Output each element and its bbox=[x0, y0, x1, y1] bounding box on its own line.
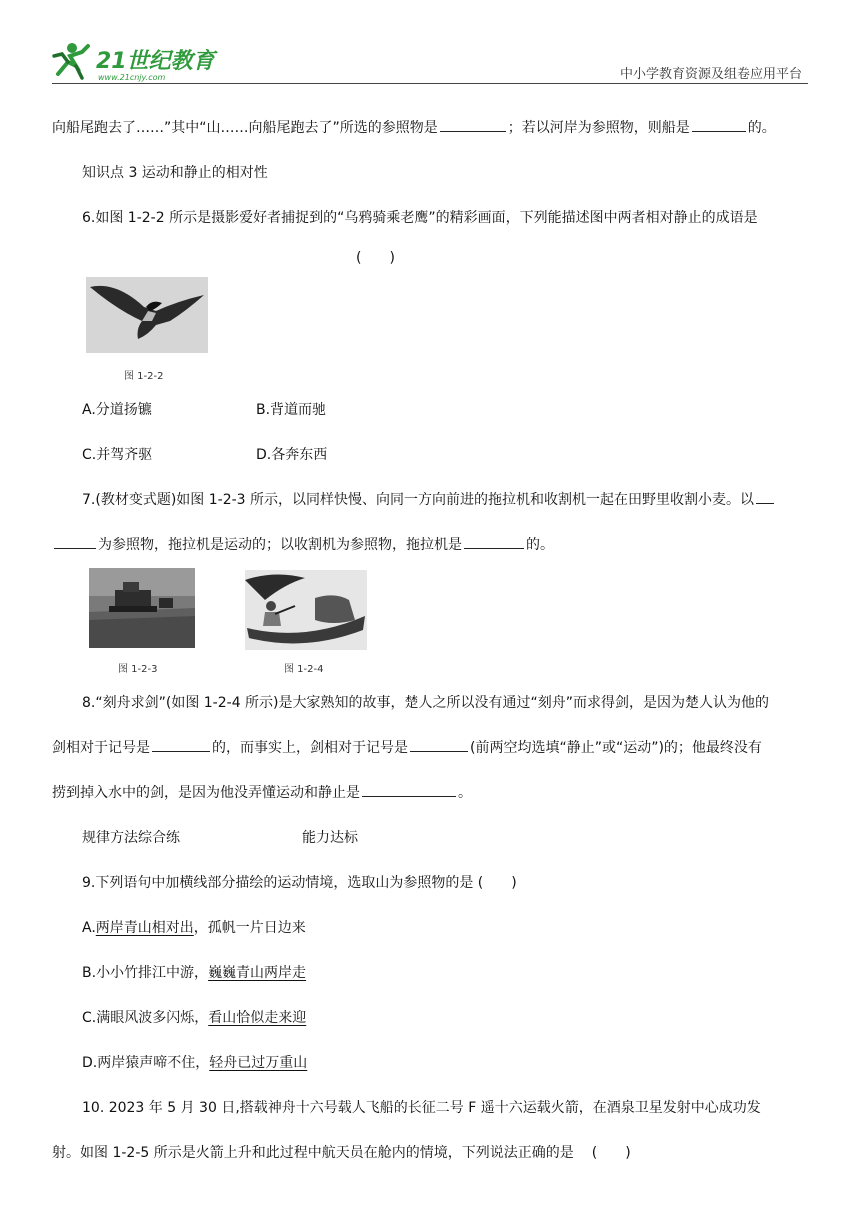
blank-q7-2 bbox=[464, 534, 524, 549]
blank-q7-1a bbox=[756, 489, 774, 504]
blank-q5-2 bbox=[692, 117, 746, 132]
q10-stem-line2: 射。如图 1-2-5 所示是火箭上升和此过程中航天员在舱内的情境，下列说法正确的是 ( ) bbox=[52, 1145, 631, 1161]
figure-caption-1-2-3: 图 1-2-3 bbox=[118, 664, 158, 675]
header-divider bbox=[52, 83, 808, 84]
q9-option-b[interactable]: B.小小竹排江中游，巍巍青山两岸走 bbox=[82, 965, 307, 981]
figure-caption-1-2-4: 图 1-2-4 bbox=[284, 664, 324, 675]
figure-caption-1-2-2: 图 1-2-2 bbox=[124, 371, 164, 382]
svg-text:21世纪教育: 21世纪教育 bbox=[96, 49, 215, 74]
figure-boat-sword-image bbox=[245, 570, 367, 650]
platform-name: 中小学教育资源及组卷应用平台 bbox=[619, 67, 802, 82]
q5-continuation: 向船尾跑去了……”其中“山……向船尾跑去了”所选的参照物是 ；若以河岸为参照物，则船是 的。 bbox=[52, 117, 776, 137]
blank-q5-1 bbox=[440, 117, 506, 132]
section-heading-ability: 能力达标 bbox=[302, 830, 358, 846]
q9-option-c[interactable]: C.满眼风波多闪烁，看山恰似走来迎 bbox=[82, 1010, 307, 1026]
q6-option-a[interactable]: A.分道扬镳 bbox=[82, 402, 152, 418]
q10-answer-paren: ( ) bbox=[591, 1145, 631, 1161]
q9-option-d[interactable]: D.两岸猿声啼不住，轻舟已过万重山 bbox=[82, 1055, 308, 1071]
q7-stem-line1: 7.(教材变式题)如图 1-2-3 所示，以同样快慢、向同一方向前进的拖拉机和收割机一起在田野里收割小麦。以 bbox=[82, 489, 776, 509]
q6-answer-paren: ( ) bbox=[356, 250, 395, 266]
figure-harvester-image bbox=[89, 568, 195, 648]
runner-logo-icon bbox=[52, 40, 222, 82]
q9-option-a[interactable]: A.两岸青山相对出，孤帆一片日边来 bbox=[82, 920, 306, 936]
blank-q7-1b bbox=[54, 534, 96, 549]
q8-stem-line2: 剑相对于记号是 的，而事实上，剑相对于记号是 (前两空均选填“静止”或“运动”)的；他最终没有 bbox=[52, 737, 762, 757]
section-heading-practice: 规律方法综合练 bbox=[82, 830, 180, 846]
q8-stem-line1: 8.“刻舟求剑”(如图 1-2-4 所示)是大家熟知的故事，楚人之所以没有通过“刻舟”而求得剑，是因为楚人认为他的 bbox=[82, 695, 770, 711]
q6-option-b[interactable]: B.背道而驰 bbox=[256, 402, 327, 418]
q7-stem-line2: 为参照物，拖拉机是运动的；以收割机为参照物，拖拉机是 的。 bbox=[52, 534, 554, 554]
svg-text:www.21cnjy.com: www.21cnjy.com bbox=[98, 73, 166, 82]
figure-crow-eagle-image bbox=[86, 277, 208, 353]
blank-q8-2 bbox=[410, 737, 468, 752]
q6-option-c[interactable]: C.并驾齐驱 bbox=[82, 447, 153, 463]
q9-stem: 9.下列语句中加横线部分描绘的运动情境，选取山为参照物的是 ( ) bbox=[82, 875, 517, 891]
q6-stem: 6.如图 1-2-2 所示是摄影爱好者捕捉到的“乌鸦骑乘老鹰”的精彩画面，下列能描述图中两者相对静止的成语是 bbox=[82, 210, 758, 226]
section-heading-3: 知识点 3 运动和静止的相对性 bbox=[82, 165, 268, 181]
site-logo bbox=[52, 40, 222, 82]
blank-q8-1 bbox=[152, 737, 210, 752]
q6-option-d[interactable]: D.各奔东西 bbox=[256, 447, 328, 463]
q8-stem-line3: 捞到掉入水中的剑，是因为他没弄懂运动和静止是 。 bbox=[52, 782, 472, 802]
q10-stem-line1: 10. 2023 年 5 月 30 日,搭载神舟十六号载人飞船的长征二号 F 遥十六运载火箭，在酒泉卫星发射中心成功发 bbox=[82, 1100, 761, 1116]
blank-q8-3 bbox=[362, 782, 456, 797]
